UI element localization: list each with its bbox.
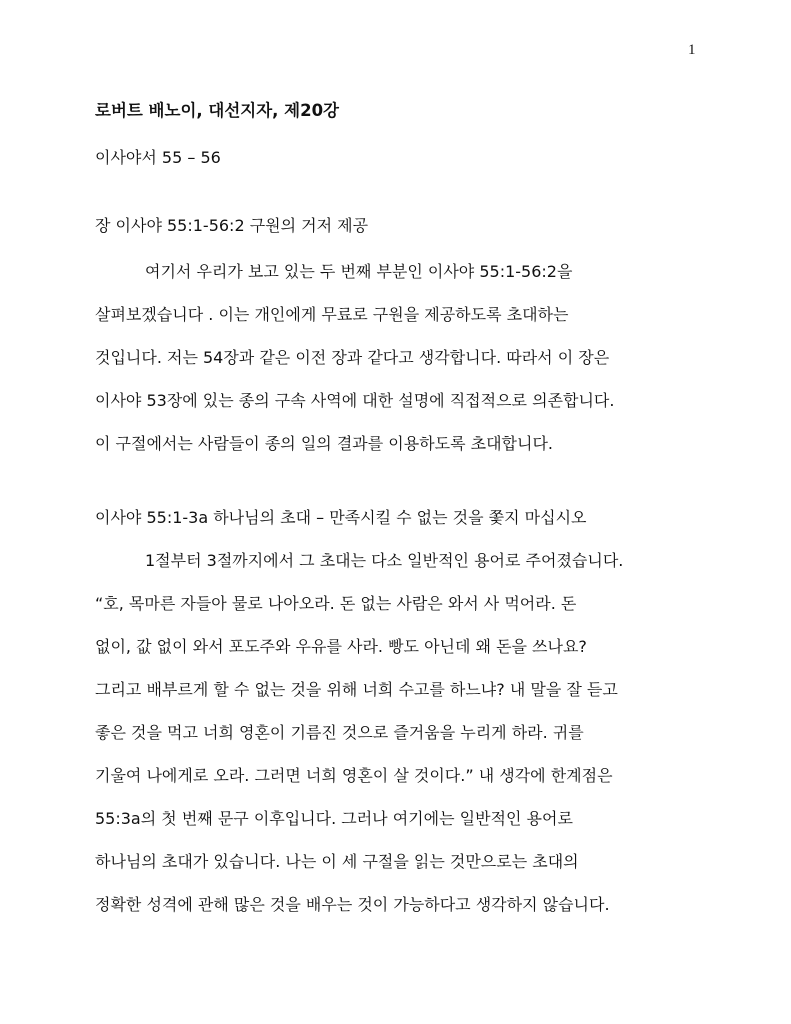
paragraph-line: 정확한 성격에 관해 많은 것을 배우는 것이 가능하다고 생각하지 않습니다. bbox=[95, 895, 610, 914]
paragraph-line: 좋은 것을 먹고 너희 영혼이 기름진 것으로 즐거움을 누리게 하라. 귀를 bbox=[95, 723, 584, 742]
paragraph-line: 55:3a의 첫 번째 문구 이후입니다. 그러나 여기에는 일반적인 용어로 bbox=[95, 809, 573, 828]
section-heading: 이사야 55:1-3a 하나님의 초대 – 만족시킬 수 없는 것을 쫓지 마십시오 bbox=[95, 508, 587, 527]
paragraph-line: “호, 목마른 자들아 물로 나아오라. 돈 없는 사람은 와서 사 먹어라. 돈 bbox=[95, 594, 577, 613]
paragraph-line: 이사야 53장에 있는 종의 구속 사역에 대한 설명에 직접적으로 의존합니다. bbox=[95, 391, 615, 410]
paragraph-line: 것입니다. 저는 54장과 같은 이전 장과 같다고 생각합니다. 따라서 이 장은 bbox=[95, 348, 610, 367]
document-subtitle: 이사야서 55 – 56 bbox=[95, 148, 221, 167]
document-title: 로버트 배노이, 대선지자, 제20강 bbox=[95, 101, 339, 120]
section-heading: 장 이사야 55:1-56:2 구원의 거저 제공 bbox=[95, 216, 369, 235]
paragraph-line: 없이, 값 없이 와서 포도주와 우유를 사라. 빵도 아닌데 왜 돈을 쓰나요? bbox=[95, 637, 587, 656]
paragraph-line: 그리고 배부르게 할 수 없는 것을 위해 너희 수고를 하느냐? 내 말을 잘 듣고 bbox=[95, 680, 618, 699]
paragraph-line: 1절부터 3절까지에서 그 초대는 다소 일반적인 용어로 주어졌습니다. bbox=[145, 551, 624, 570]
page-number: 1 bbox=[688, 42, 696, 58]
paragraph-line: 여기서 우리가 보고 있는 두 번째 부분인 이사야 55:1-56:2을 bbox=[145, 262, 573, 281]
paragraph-line: 살펴보겠습니다 . 이는 개인에게 무료로 구원을 제공하도록 초대하는 bbox=[95, 305, 569, 324]
paragraph-line: 하나님의 초대가 있습니다. 나는 이 세 구절을 읽는 것만으로는 초대의 bbox=[95, 852, 579, 871]
paragraph-line: 이 구절에서는 사람들이 종의 일의 결과를 이용하도록 초대합니다. bbox=[95, 434, 554, 453]
paragraph-line: 기울여 나에게로 오라. 그러면 너희 영혼이 살 것이다.” 내 생각에 한계점은 bbox=[95, 766, 613, 785]
